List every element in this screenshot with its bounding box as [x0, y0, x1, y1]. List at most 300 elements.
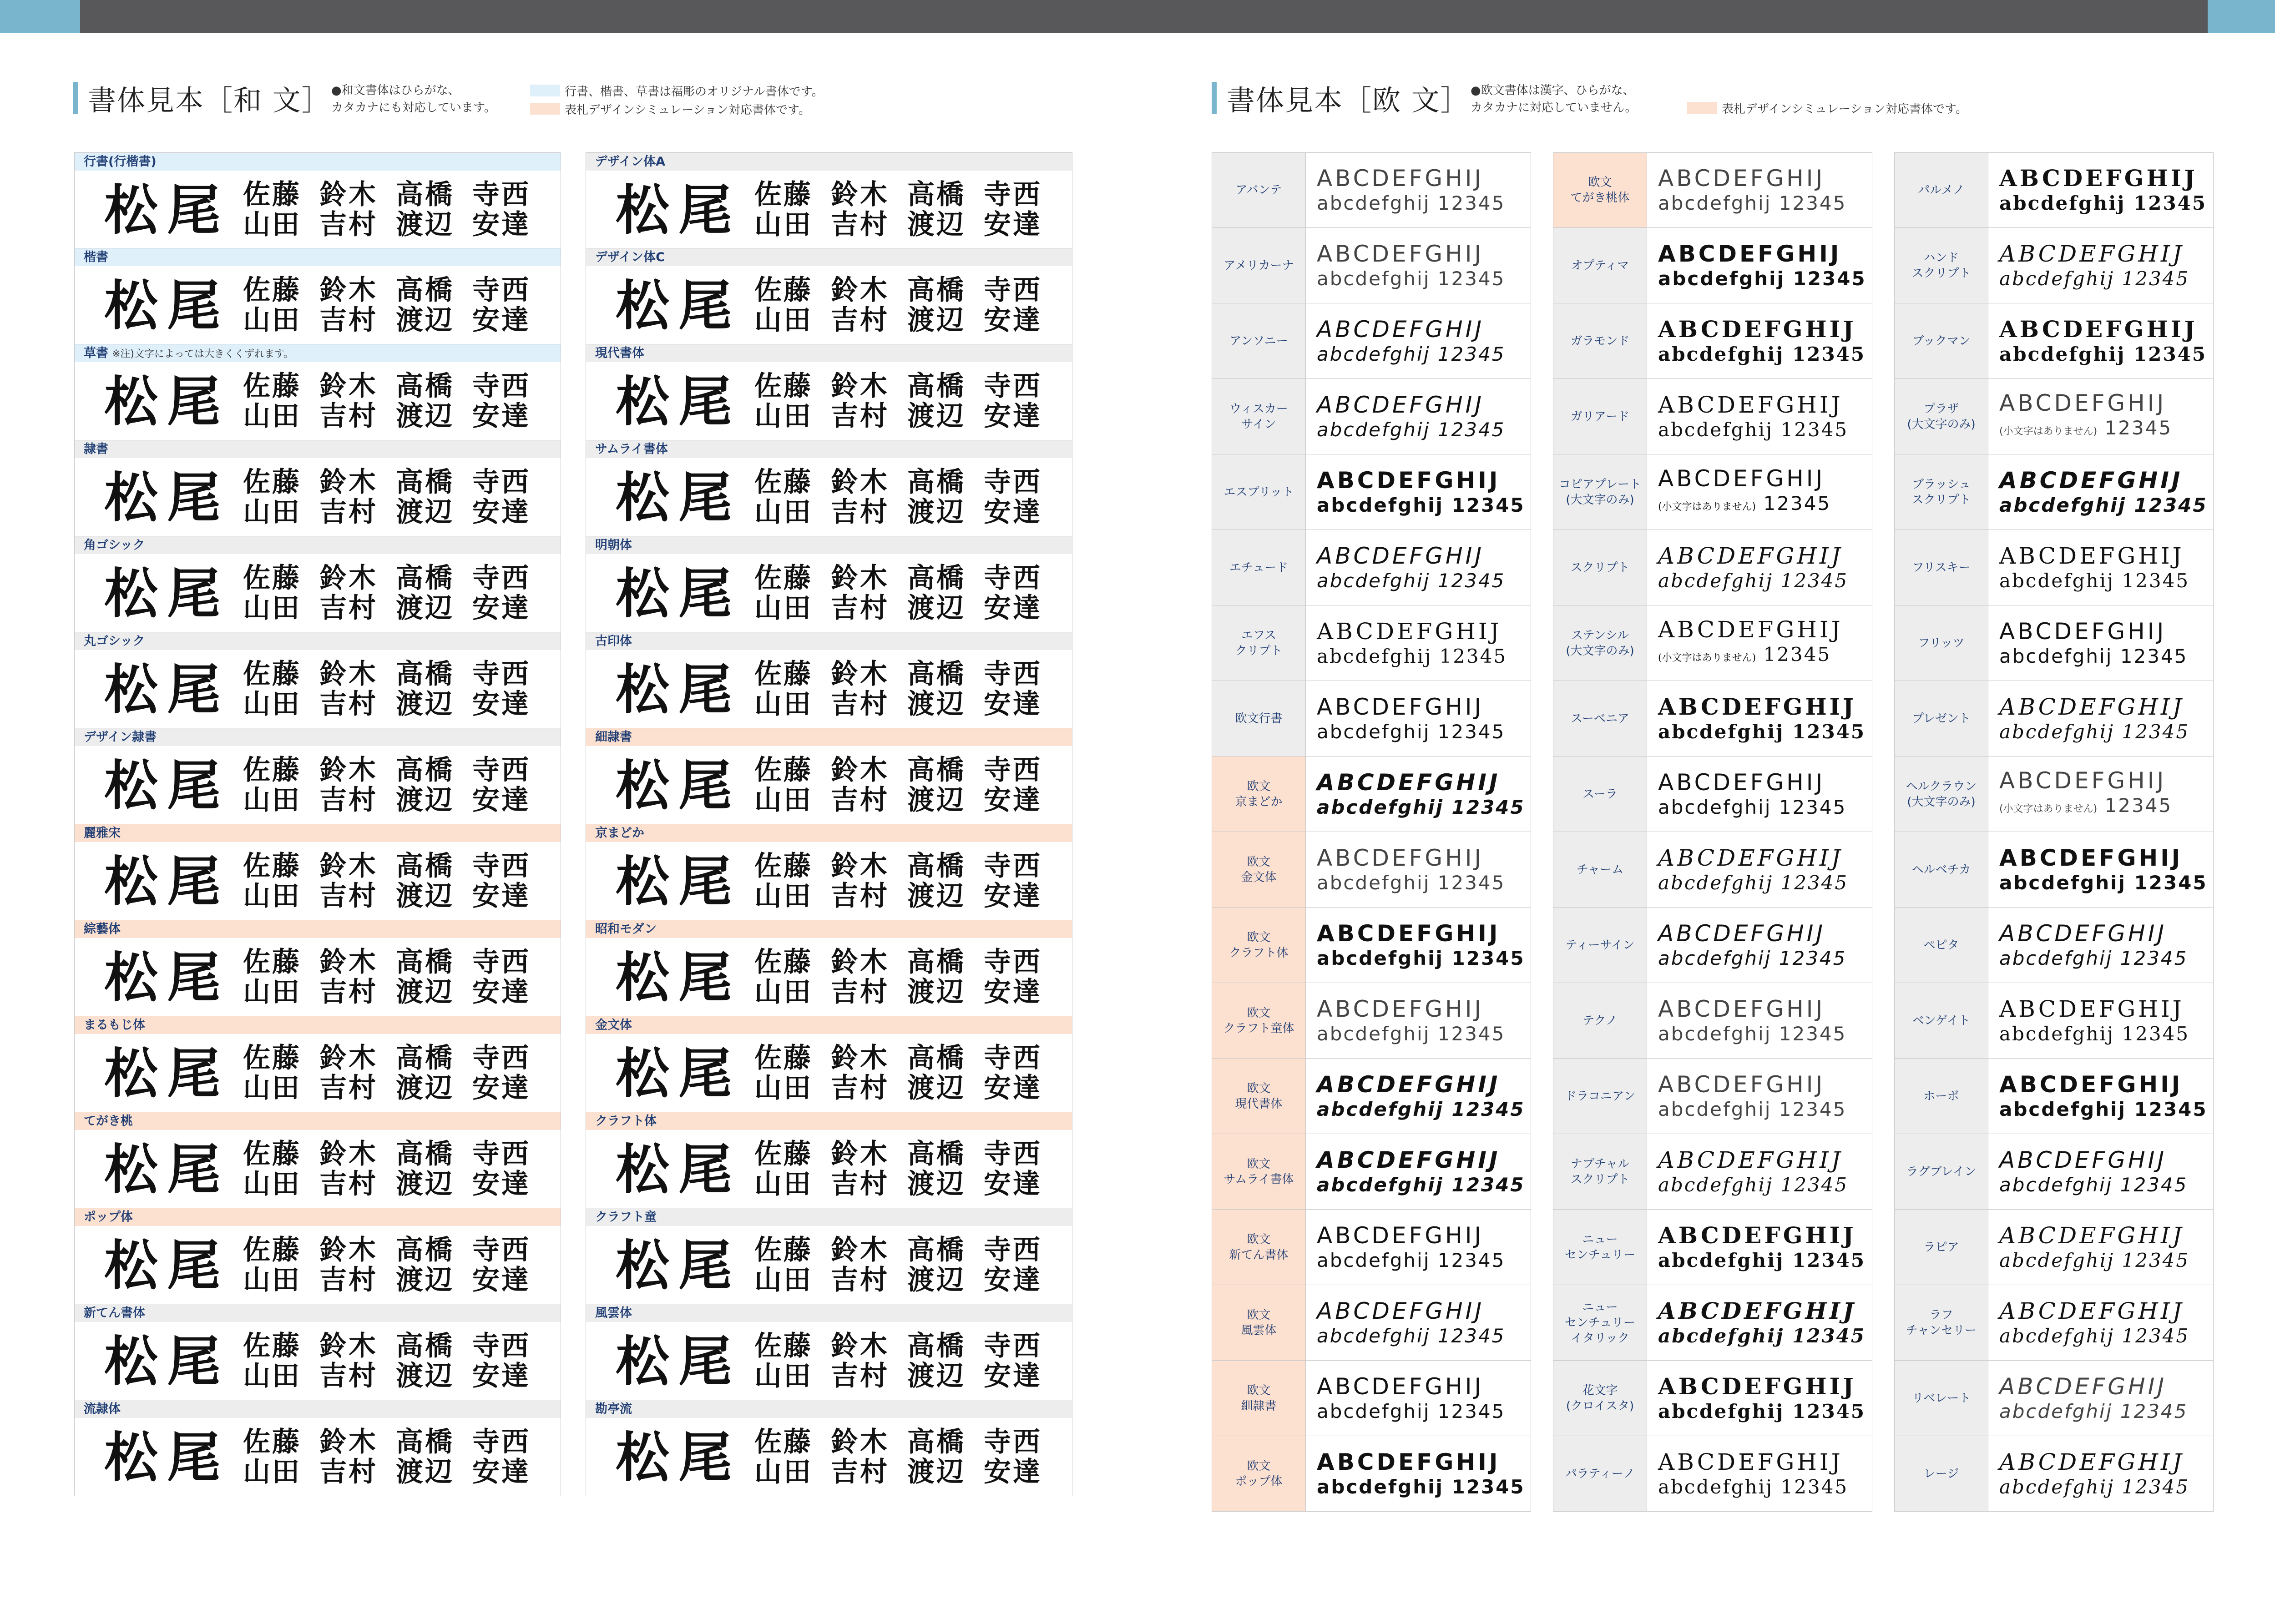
sample-name: 渡辺	[396, 784, 454, 816]
sample-lowercase: abcdefghij	[1317, 1249, 1431, 1271]
sample-name: 吉村	[831, 304, 889, 336]
sample-lowercase: abcdefghij	[1658, 569, 1774, 592]
sample-name: 渡辺	[396, 1264, 454, 1296]
sample-digits: 12345	[2125, 192, 2207, 214]
font-name-header	[75, 632, 561, 650]
sample-name: 安達	[984, 1456, 1042, 1488]
top-bar-accent-left	[0, 0, 80, 33]
sample-name: 佐藤	[243, 1042, 301, 1074]
sample-name: 吉村	[319, 1072, 378, 1104]
sample-name: 安達	[984, 784, 1042, 816]
font-name-header	[586, 728, 1072, 746]
font-sample-body	[75, 458, 561, 536]
sample-name: 高橋	[907, 274, 966, 306]
font-name-label: ベンゲイト	[1895, 983, 1988, 1058]
font-name: デザイン体C	[595, 250, 665, 264]
sample-digits: 12345	[2113, 645, 2188, 667]
sample-names-grid	[754, 372, 1060, 430]
legend-swatch	[1687, 102, 1717, 114]
sample-names-grid	[754, 1332, 1060, 1390]
sample-name: 寺西	[984, 1042, 1042, 1074]
sample-name: 渡辺	[907, 304, 966, 336]
sample-surname-large: 松尾	[616, 370, 742, 433]
font-name-label: ペピタ	[1895, 908, 1988, 983]
sample-lowercase: abcdefghij	[1317, 645, 1432, 667]
sample-name: 高橋	[396, 274, 454, 306]
sample-digits: 12345	[2113, 1173, 2188, 1196]
sample-lowercase: abcdefghij	[1999, 569, 2115, 592]
sample-lowercase-digits	[1317, 1173, 1531, 1197]
font-name-header	[586, 1016, 1072, 1034]
font-sample-cell	[74, 1400, 561, 1496]
sample-name: 山田	[243, 1264, 301, 1296]
font-name-label: エフス クリプト	[1212, 605, 1306, 681]
font-name: 行書(行楷書)	[84, 155, 157, 169]
sample-name: 吉村	[831, 496, 889, 528]
legend-swatch	[530, 103, 560, 115]
font-name-label: アバンテ	[1212, 153, 1306, 227]
sample-uppercase: ABCDEFGHIJ	[1999, 995, 2184, 1022]
sample-lowercase: abcdefghij	[1317, 1022, 1431, 1045]
sample-name: 安達	[984, 1072, 1042, 1104]
sample-digits: 12345	[2113, 1400, 2188, 1422]
sample-lowercase: abcdefghij	[1317, 494, 1444, 516]
sample-name: 高橋	[907, 1426, 966, 1458]
font-name-label: ニュー センチュリー	[1553, 1210, 1647, 1285]
sample-surname-large: 松尾	[104, 1138, 230, 1201]
sample-surname-large: 松尾	[104, 1426, 230, 1489]
sample-name: 渡辺	[907, 1456, 966, 1488]
font-sample-cell	[586, 1400, 1072, 1496]
western-column-1	[1212, 152, 1531, 1512]
font-sample-cell	[1894, 832, 2214, 908]
sample-surname-large: 松尾	[104, 562, 230, 625]
sample-digits: 12345	[1756, 492, 1831, 514]
no-lowercase-note: (小文字はありません)	[1999, 425, 2098, 437]
sample-name: 寺西	[984, 754, 1042, 786]
font-name-label: 花文字 (クロイスタ)	[1553, 1361, 1647, 1436]
sample-lowercase-digits	[1317, 1249, 1531, 1272]
sample-lowercase: abcdefghij	[1999, 1173, 2113, 1196]
sample-digits: 12345	[2097, 794, 2173, 817]
sample-lowercase: abcdefghij	[1999, 1022, 2115, 1045]
sample-surname-large: 松尾	[104, 1330, 230, 1393]
sample-lowercase-digits	[1658, 643, 1872, 670]
sample-lowercase-digits	[1658, 1324, 1872, 1348]
sample-lowercase: abcdefghij	[1658, 343, 1785, 365]
sample-lowercase: abcdefghij	[1999, 720, 2115, 743]
font-name-label: ティーサイン	[1553, 908, 1647, 983]
sample-digits: 12345	[2114, 1022, 2190, 1045]
sample-name: 鈴木	[319, 1138, 378, 1170]
sample-name: 寺西	[472, 754, 531, 786]
sample-surname-large: 松尾	[104, 274, 230, 337]
sample-lowercase-digits	[1317, 1098, 1531, 1121]
sample-uppercase: ABCDEFGHIJ	[1317, 995, 1484, 1022]
sample-name: 佐藤	[243, 658, 301, 690]
sample-lowercase-digits	[1999, 1475, 2213, 1499]
font-sample	[1988, 530, 2213, 605]
font-name-label: ブラッシュ スクリプト	[1895, 454, 1988, 530]
font-name-label: スーラ	[1553, 757, 1647, 832]
japanese-title-text: 書体見本［和 文］	[88, 83, 331, 117]
sample-name: 山田	[754, 1360, 813, 1392]
font-sample	[1647, 908, 1872, 983]
sample-uppercase: ABCDEFGHIJ	[1317, 391, 1485, 418]
sample-names-grid	[754, 1140, 1060, 1198]
sample-surname-large: 松尾	[616, 658, 742, 721]
font-sample-cell	[1553, 1059, 1872, 1134]
font-sample	[1988, 1210, 2213, 1285]
legend-text: 行書、楷書、草書は福彫のオリジナル書体です。	[565, 85, 824, 99]
font-sample-cell	[586, 248, 1072, 344]
font-sample	[1306, 1285, 1531, 1360]
sample-lowercase-digits	[1658, 418, 1872, 442]
font-name-header	[586, 248, 1072, 266]
sample-name: 鈴木	[319, 1234, 378, 1266]
sample-name: 安達	[472, 496, 531, 528]
sample-surname-large: 松尾	[104, 178, 230, 242]
sample-name: 吉村	[831, 1456, 889, 1488]
sample-name: 佐藤	[243, 179, 301, 211]
font-sample	[1988, 379, 2213, 454]
font-name-label: ホーボ	[1895, 1059, 1988, 1134]
sample-uppercase: ABCDEFGHIJ	[1658, 1297, 1856, 1324]
sample-uppercase: ABCDEFGHIJ	[1999, 1222, 2184, 1249]
font-name: 丸ゴシック	[84, 634, 145, 648]
font-sample-body	[586, 554, 1072, 632]
sample-names-grid	[243, 1044, 549, 1102]
sample-name: 佐藤	[754, 1426, 813, 1458]
font-sample-cell	[586, 344, 1072, 440]
sample-names-grid	[243, 1332, 549, 1390]
sample-digits: 12345	[1443, 947, 1525, 969]
font-sample-cell	[1553, 1361, 1872, 1436]
sample-lowercase-digits	[1317, 947, 1531, 970]
sample-digits: 12345	[2126, 1098, 2208, 1120]
sample-surname-large: 松尾	[104, 370, 230, 433]
sample-lowercase: abcdefghij	[1658, 720, 1785, 743]
sample-name: 渡辺	[907, 1360, 966, 1392]
sample-lowercase-digits	[1999, 1173, 2213, 1197]
western-column-3	[1894, 152, 2214, 1512]
font-sample	[1988, 153, 2213, 227]
sample-name: 山田	[243, 592, 301, 624]
sample-names-grid	[754, 948, 1060, 1006]
font-sample-body	[586, 266, 1072, 344]
sample-lowercase: abcdefghij	[1999, 1249, 2115, 1271]
font-sample-cell	[1894, 908, 2214, 983]
font-sample-body	[75, 1226, 561, 1304]
font-name: まるもじ体	[84, 1018, 145, 1032]
sample-name: 佐藤	[754, 466, 813, 498]
sample-name: 山田	[754, 400, 813, 432]
sample-lowercase-digits	[1317, 569, 1531, 593]
sample-uppercase: ABCDEFGHIJ	[1317, 542, 1485, 569]
font-sample-cell	[1553, 228, 1872, 303]
sample-name: 山田	[754, 1168, 813, 1200]
font-sample-cell	[1212, 832, 1531, 908]
font-name-label: ラグブレイン	[1895, 1134, 1988, 1209]
font-name: 草書	[84, 346, 108, 360]
sample-uppercase: ABCDEFGHIJ	[1658, 1448, 1843, 1475]
sample-names-grid	[754, 468, 1060, 526]
sample-name: 渡辺	[396, 688, 454, 720]
sample-names-grid	[754, 1428, 1060, 1486]
sample-name: 高橋	[396, 754, 454, 786]
sample-name: 寺西	[472, 274, 531, 306]
font-sample-body	[75, 554, 561, 632]
sample-name: 佐藤	[754, 370, 813, 402]
sample-name: 鈴木	[319, 466, 378, 498]
sample-name: 佐藤	[243, 1426, 301, 1458]
legend-swatch	[530, 85, 560, 96]
sample-lowercase-digits	[1999, 192, 2213, 215]
font-name: サムライ書体	[595, 442, 668, 456]
font-sample-cell	[1212, 1436, 1531, 1512]
sample-lowercase-digits	[1317, 720, 1531, 744]
sample-name: 寺西	[984, 1330, 1042, 1362]
sample-digits: 12345	[1443, 494, 1525, 516]
sample-name: 吉村	[831, 784, 889, 816]
sample-name: 佐藤	[243, 370, 301, 402]
sample-digits: 12345	[1432, 645, 1507, 667]
font-name-label: 欧文行書	[1212, 681, 1306, 756]
font-sample-cell	[74, 248, 561, 344]
font-sample	[1988, 605, 2213, 681]
sample-name: 安達	[472, 1168, 531, 1200]
sample-name: 安達	[984, 1360, 1042, 1392]
sample-uppercase: ABCDEFGHIJ	[1999, 767, 2167, 794]
sample-lowercase-digits	[1999, 645, 2213, 668]
sample-name: 寺西	[984, 370, 1042, 402]
sample-name: 山田	[243, 1168, 301, 1200]
font-sample	[1306, 908, 1531, 983]
sample-lowercase-digits	[1317, 343, 1531, 366]
font-name-label: 欧文 ポップ体	[1212, 1436, 1306, 1511]
sample-name: 鈴木	[319, 1426, 378, 1458]
font-sample-cell	[1894, 983, 2214, 1059]
font-name-label: チャーム	[1553, 832, 1647, 907]
sample-lowercase-digits	[1999, 416, 2213, 444]
font-name-label: 欧文 細隷書	[1212, 1361, 1306, 1436]
sample-name: 寺西	[472, 1234, 531, 1266]
sample-lowercase: abcdefghij	[1999, 1475, 2115, 1498]
sample-name: 高橋	[907, 370, 966, 402]
font-name-header	[586, 536, 1072, 554]
font-sample	[1647, 530, 1872, 605]
sample-digits: 12345	[1773, 569, 1849, 592]
western-column-2	[1553, 152, 1872, 1512]
sample-lowercase: abcdefghij	[1317, 343, 1431, 365]
sample-name: 吉村	[319, 1360, 378, 1392]
sample-name: 鈴木	[831, 1234, 889, 1266]
sample-name: 安達	[472, 304, 531, 336]
font-sample-cell	[1894, 303, 2214, 379]
sample-name: 佐藤	[243, 1330, 301, 1362]
sample-name: 佐藤	[754, 274, 813, 306]
sample-name: 安達	[472, 688, 531, 720]
font-sample-body	[586, 746, 1072, 824]
font-sample-body	[75, 1418, 561, 1496]
sample-name: 鈴木	[319, 1330, 378, 1362]
sample-uppercase: ABCDEFGHIJ	[1317, 316, 1485, 343]
sample-lowercase-digits	[1999, 871, 2213, 895]
western-notes: ●欧文書体は漢字、ひらがな、 カタカナに対応していません。	[1471, 84, 1637, 115]
sample-name: 渡辺	[396, 1072, 454, 1104]
font-sample-cell	[586, 824, 1072, 920]
font-name-header	[75, 248, 561, 266]
font-name-label: エチュード	[1212, 530, 1306, 605]
font-sample	[1306, 1059, 1531, 1134]
font-sample-cell	[1894, 152, 2214, 228]
sample-name: 山田	[754, 592, 813, 624]
sample-digits: 12345	[2126, 494, 2208, 516]
font-name-label: オプティマ	[1553, 228, 1647, 303]
sample-names-grid	[754, 660, 1060, 718]
font-sample	[1306, 1436, 1531, 1511]
sample-name: 安達	[472, 1456, 531, 1488]
sample-name: 佐藤	[243, 274, 301, 306]
font-name-label: 欧文 てがき桃体	[1553, 153, 1647, 227]
sample-name: 吉村	[831, 1264, 889, 1296]
sample-uppercase: ABCDEFGHIJ	[1658, 240, 1842, 267]
font-sample-cell	[1553, 681, 1872, 757]
font-sample-cell	[1553, 152, 1872, 228]
sample-lowercase-digits	[1658, 192, 1872, 215]
sample-uppercase: ABCDEFGHIJ	[1999, 240, 2184, 267]
sample-uppercase: ABCDEFGHIJ	[1658, 769, 1825, 796]
sample-name: 吉村	[831, 880, 889, 912]
sample-name: 吉村	[319, 976, 378, 1008]
font-sample-cell	[1894, 1361, 2214, 1436]
sample-name: 吉村	[319, 688, 378, 720]
font-name-header	[75, 344, 561, 362]
sample-name: 佐藤	[754, 1138, 813, 1170]
sample-lowercase: abcdefghij	[1317, 1324, 1431, 1347]
sample-surname-large: 松尾	[616, 1426, 742, 1489]
font-name: 現代書体	[595, 346, 644, 360]
sample-surname-large: 松尾	[616, 1042, 742, 1105]
font-name-label: ハンド スクリプト	[1895, 228, 1988, 303]
sample-lowercase-digits	[1317, 418, 1531, 442]
sample-name: 寺西	[472, 370, 531, 402]
sample-lowercase-digits	[1999, 947, 2213, 970]
sample-surname-large: 松尾	[104, 946, 230, 1009]
font-sample-body	[586, 1418, 1072, 1496]
sample-name: 寺西	[472, 1042, 531, 1074]
sample-name: 安達	[984, 688, 1042, 720]
sample-name: 佐藤	[243, 562, 301, 594]
sample-lowercase-digits	[1999, 1324, 2213, 1348]
font-sample	[1306, 454, 1531, 530]
sample-uppercase: ABCDEFGHIJ	[1317, 1146, 1501, 1173]
sample-lowercase-digits	[1658, 1249, 1872, 1272]
sample-name: 安達	[984, 1168, 1042, 1200]
font-name-header	[586, 153, 1072, 171]
font-name: 風雲体	[595, 1306, 632, 1320]
sample-name: 渡辺	[907, 496, 966, 528]
font-name-label: テクノ	[1553, 983, 1647, 1058]
font-sample	[1647, 303, 1872, 378]
sample-name: 渡辺	[907, 400, 966, 432]
sample-name: 吉村	[831, 976, 889, 1008]
font-sample-cell	[1894, 681, 2214, 757]
sample-name: 渡辺	[396, 592, 454, 624]
sample-digits: 12345	[1430, 418, 1506, 441]
font-sample	[1988, 983, 2213, 1058]
sample-uppercase: ABCDEFGHIJ	[1317, 618, 1502, 645]
sample-lowercase-digits	[1999, 343, 2213, 366]
sample-digits: 12345	[1443, 796, 1525, 818]
sample-name: 佐藤	[754, 1330, 813, 1362]
sample-name: 吉村	[319, 209, 378, 241]
font-name-header	[586, 920, 1072, 938]
sample-names-grid	[243, 1236, 549, 1294]
sample-name: 寺西	[984, 658, 1042, 690]
sample-name: 吉村	[831, 209, 889, 241]
font-sample-body	[75, 842, 561, 920]
font-name-header	[75, 728, 561, 746]
sample-digits: 12345	[1430, 267, 1506, 290]
font-sample-cell	[586, 536, 1072, 632]
sample-lowercase-digits	[1658, 1022, 1872, 1046]
sample-uppercase: ABCDEFGHIJ	[1999, 1297, 2184, 1324]
sample-name: 鈴木	[319, 946, 378, 978]
font-name-label: アンソニー	[1212, 303, 1306, 378]
font-name: てがき桃	[84, 1114, 133, 1128]
sample-lowercase-digits	[1999, 1249, 2213, 1272]
sample-surname-large: 松尾	[616, 1330, 742, 1393]
sample-name: 山田	[243, 400, 301, 432]
sample-name: 渡辺	[396, 1360, 454, 1392]
sample-lowercase: abcdefghij	[1317, 796, 1444, 818]
sample-surname-large: 松尾	[104, 466, 230, 529]
sample-name: 高橋	[396, 850, 454, 882]
sample-name: 山田	[243, 1072, 301, 1104]
sample-name: 寺西	[472, 1138, 531, 1170]
font-sample-cell	[586, 920, 1072, 1016]
font-sample-cell	[1212, 1059, 1531, 1134]
sample-uppercase: ABCDEFGHIJ	[1317, 920, 1501, 947]
sample-digits: 12345	[1785, 267, 1866, 290]
japanese-section-title	[73, 80, 331, 116]
font-sample-cell	[1894, 1210, 2214, 1285]
sample-lowercase-digits	[1658, 796, 1872, 819]
font-sample-cell	[1212, 228, 1531, 303]
font-name-label: 欧文 現代書体	[1212, 1059, 1306, 1134]
sample-name: 寺西	[472, 658, 531, 690]
sample-name: 佐藤	[243, 850, 301, 882]
sample-name: 鈴木	[831, 1330, 889, 1362]
sample-names-grid	[243, 660, 549, 718]
sample-name: 高橋	[907, 1138, 966, 1170]
legend-text: 表札デザインシミュレーション対応書体です。	[1722, 102, 1967, 116]
font-name: 金文体	[595, 1018, 632, 1032]
sample-uppercase: ABCDEFGHIJ	[1317, 769, 1501, 796]
font-name-label: ドラコニアン	[1553, 1059, 1647, 1134]
legend-item	[530, 100, 810, 117]
sample-uppercase: ABCDEFGHIJ	[1317, 1222, 1484, 1249]
title-bar	[1212, 82, 1217, 114]
sample-name: 山田	[243, 784, 301, 816]
font-name-header	[75, 1304, 561, 1322]
sample-digits: 12345	[1430, 871, 1506, 894]
font-name-label: フリッツ	[1895, 605, 1988, 681]
font-sample	[1988, 1134, 2213, 1209]
sample-name: 山田	[754, 688, 813, 720]
font-name-header	[75, 1208, 561, 1226]
